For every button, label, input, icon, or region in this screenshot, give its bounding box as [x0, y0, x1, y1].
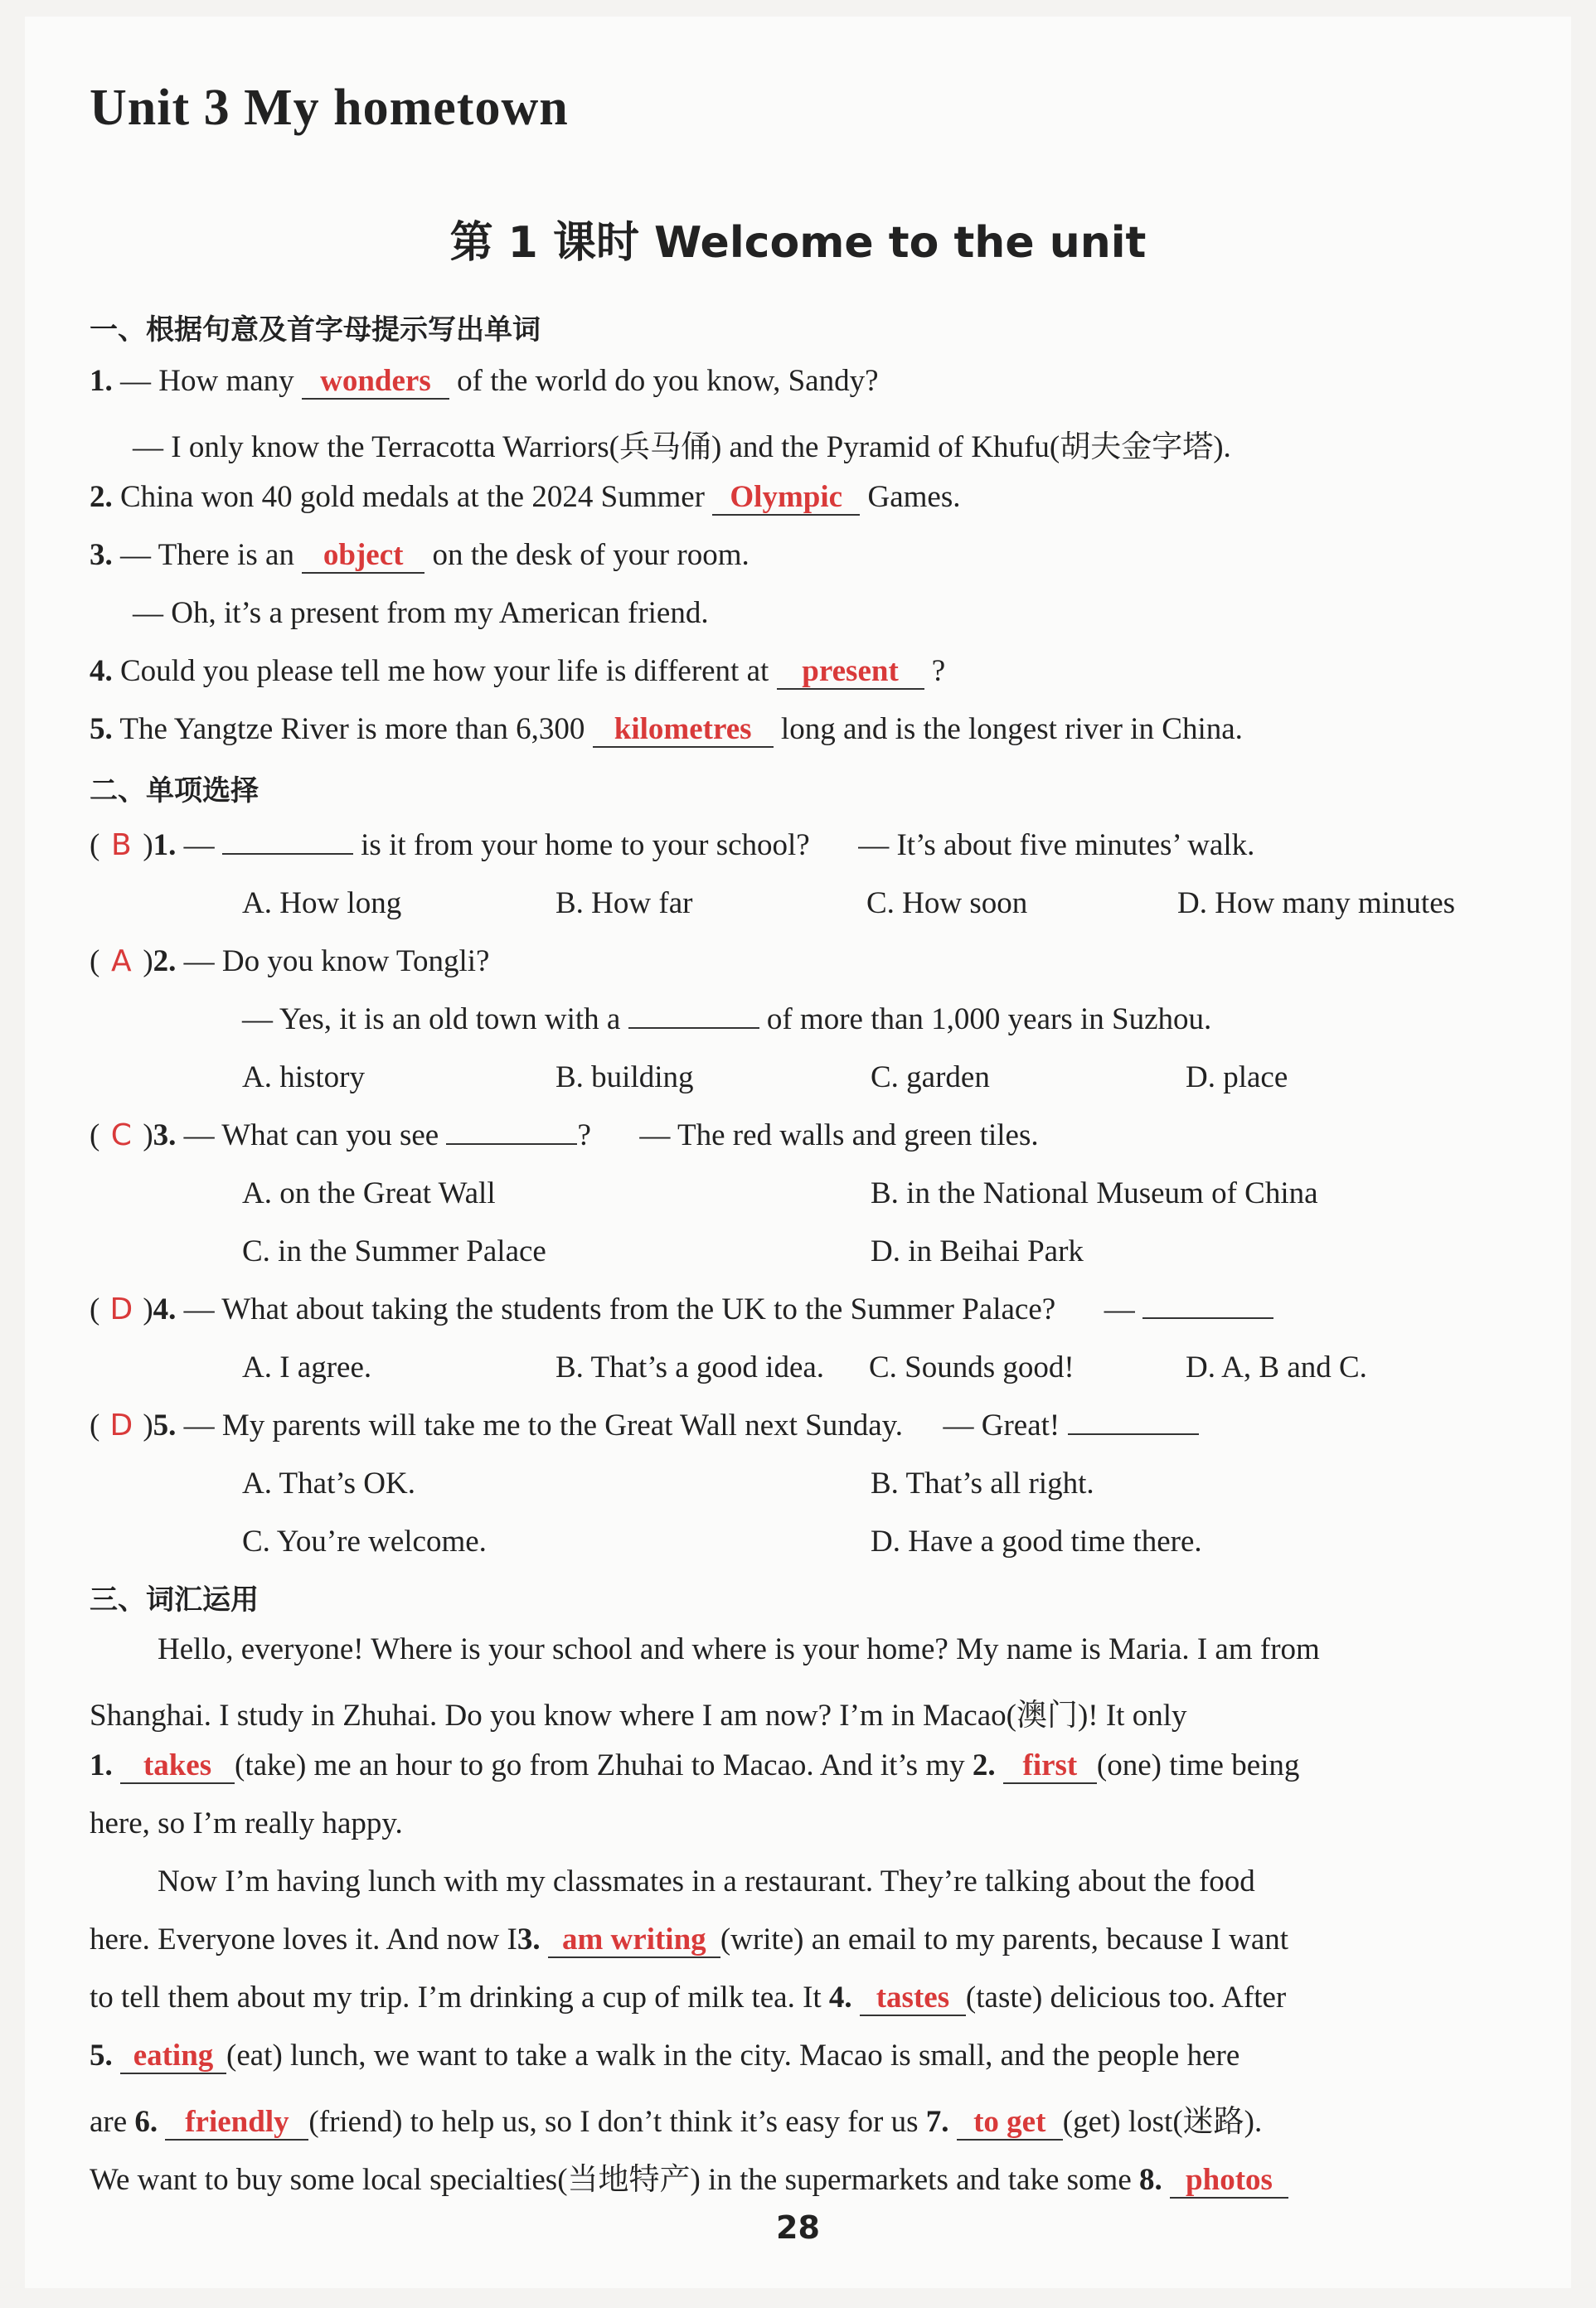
s2-q1: ( B )1. — is it from your home to your school? — It’s about five minutes’ walk.	[90, 828, 1255, 862]
s3-p1-line2: Shanghai. I study in Zhuhai. Do you know where I am now? I’m in Macao(澳门)! It only	[90, 1699, 1187, 1733]
page-number: 28	[776, 2209, 820, 2246]
s1-q1: 1. — How many wonders of the world do you know, Sandy?	[90, 364, 879, 398]
s1-q3-line2: — Oh, it’s a present from my American friend.	[133, 596, 709, 630]
s1-q1-answer: wonders	[302, 366, 449, 400]
s1-q5-answer: kilometres	[593, 714, 774, 748]
s2-q2-option-d: D. place	[1186, 1060, 1288, 1094]
s2-q2-option-c: C. garden	[871, 1060, 990, 1094]
s1-q4: 4. Could you please tell me how your life is different at present ?	[90, 654, 946, 688]
s2-q4-option-c: C. Sounds good!	[869, 1350, 1075, 1384]
s2-q4: ( D )4. — What about taking the students from the UK to the Summer Palace? —	[90, 1292, 1273, 1327]
s3-blank-8: photos	[1170, 2165, 1288, 2199]
s2-q4-option-a: A. I agree.	[242, 1350, 372, 1384]
s2-q3-answer: C	[110, 1118, 132, 1152]
s2-q4-option-b: B. That’s a good idea.	[555, 1350, 825, 1384]
s2-q4-answer: D	[109, 1292, 133, 1326]
s2-q2-option-b: B. building	[555, 1060, 694, 1094]
s2-q1-option-b: B. How far	[555, 886, 693, 920]
s2-q4-option-d: D. A, B and C.	[1186, 1350, 1367, 1384]
section1-heading: 一、根据句意及首字母提示写出单词	[90, 313, 541, 347]
s3-p1-line3: 1. takes (take) me an hour to go from Zhuhai to Macao. And it’s my 2. first (one) time being	[90, 1748, 1300, 1782]
s2-q5-option-a: A. That’s OK.	[242, 1467, 415, 1501]
s3-p2-line5: are 6. friendly (friend) to help us, so I don’t think it’s easy for us 7. to get (get) lost(迷路).	[90, 2105, 1263, 2139]
s3-blank-6: friendly	[165, 2107, 308, 2141]
s1-q1-line2: — I only know the Terracotta Warriors(兵马俑) and the Pyramid of Khufu(胡夫金字塔).	[133, 430, 1231, 464]
s3-p2-line4: 5. eating (eat) lunch, we want to take a walk in the city. Macao is small, and the people here	[90, 2039, 1240, 2073]
s2-q5-answer: D	[109, 1409, 133, 1442]
s2-q2-line2: — Yes, it is an old town with a of more than 1,000 years in Suzhou.	[242, 1002, 1212, 1036]
s3-p2-line3: to tell them about my trip. I’m drinking a cup of milk tea. It 4. tastes (taste) delicious too. After	[90, 1981, 1287, 2015]
s2-q3: ( C )3. — What can you see ? — The red walls and green tiles.	[90, 1118, 1039, 1152]
unit-title: Unit 3 My hometown	[90, 80, 569, 136]
s3-p1-line1: Hello, everyone! Where is your school and where is your home? My name is Maria. I am from	[158, 1632, 1320, 1666]
s2-q1-answer: B	[110, 828, 132, 862]
s2-q2-option-a: A. history	[242, 1060, 365, 1094]
s2-q1-option-d: D. How many minutes	[1177, 886, 1456, 920]
section2-heading: 二、单项选择	[90, 774, 259, 807]
s2-q3-option-b: B. in the National Museum of China	[871, 1176, 1318, 1210]
s3-p2-line1: Now I’m having lunch with my classmates in a restaurant. They’re talking about the food	[158, 1864, 1255, 1898]
s2-q2-answer: A	[111, 944, 132, 978]
s2-q2: ( A )2. — Do you know Tongli?	[90, 944, 490, 978]
s1-q2-answer: Olympic	[712, 482, 860, 516]
s3-p2-line2: here. Everyone loves it. And now I3. am writing (write) an email to my parents, because I want	[90, 1923, 1289, 1956]
s1-q3-answer: object	[302, 540, 424, 574]
s2-q1-option-c: C. How soon	[866, 886, 1028, 920]
s2-q5: ( D )5. — My parents will take me to the Great Wall next Sunday. — Great!	[90, 1408, 1199, 1443]
s3-blank-2: first	[1003, 1750, 1097, 1784]
s3-blank-4: tastes	[860, 1982, 966, 2016]
s2-q5-option-d: D. Have a good time there.	[871, 1525, 1202, 1559]
s1-q2: 2. China won 40 gold medals at the 2024 Summer Olympic Games.	[90, 480, 961, 514]
s1-q5: 5. The Yangtze River is more than 6,300 kilometres long and is the longest river in China.	[90, 712, 1243, 746]
lesson-title: 第 1 课时 Welcome to the unit	[449, 218, 1147, 268]
s3-p2-line6: We want to buy some local specialties(当地特产) in the supermarkets and take some 8. photos	[90, 2154, 1288, 2199]
s2-q3-option-c: C. in the Summer Palace	[242, 1234, 546, 1268]
s2-q5-option-c: C. You’re welcome.	[242, 1525, 487, 1559]
s3-blank-7: to get	[957, 2107, 1063, 2141]
section3-heading: 三、词汇运用	[90, 1583, 259, 1617]
s3-p1-line4: here, so I’m really happy.	[90, 1806, 403, 1840]
s2-q1-option-a: A. How long	[242, 886, 402, 920]
s3-blank-1: takes	[120, 1750, 235, 1784]
s1-q4-answer: present	[777, 656, 924, 690]
s1-q3: 3. — There is an object on the desk of your room.	[90, 538, 749, 572]
s2-q3-option-a: A. on the Great Wall	[242, 1176, 496, 1210]
s3-blank-3: am writing	[548, 1924, 720, 1958]
s2-q5-option-b: B. That’s all right.	[871, 1467, 1094, 1501]
s2-q3-option-d: D. in Beihai Park	[871, 1234, 1084, 1268]
s3-blank-5: eating	[120, 2040, 226, 2074]
